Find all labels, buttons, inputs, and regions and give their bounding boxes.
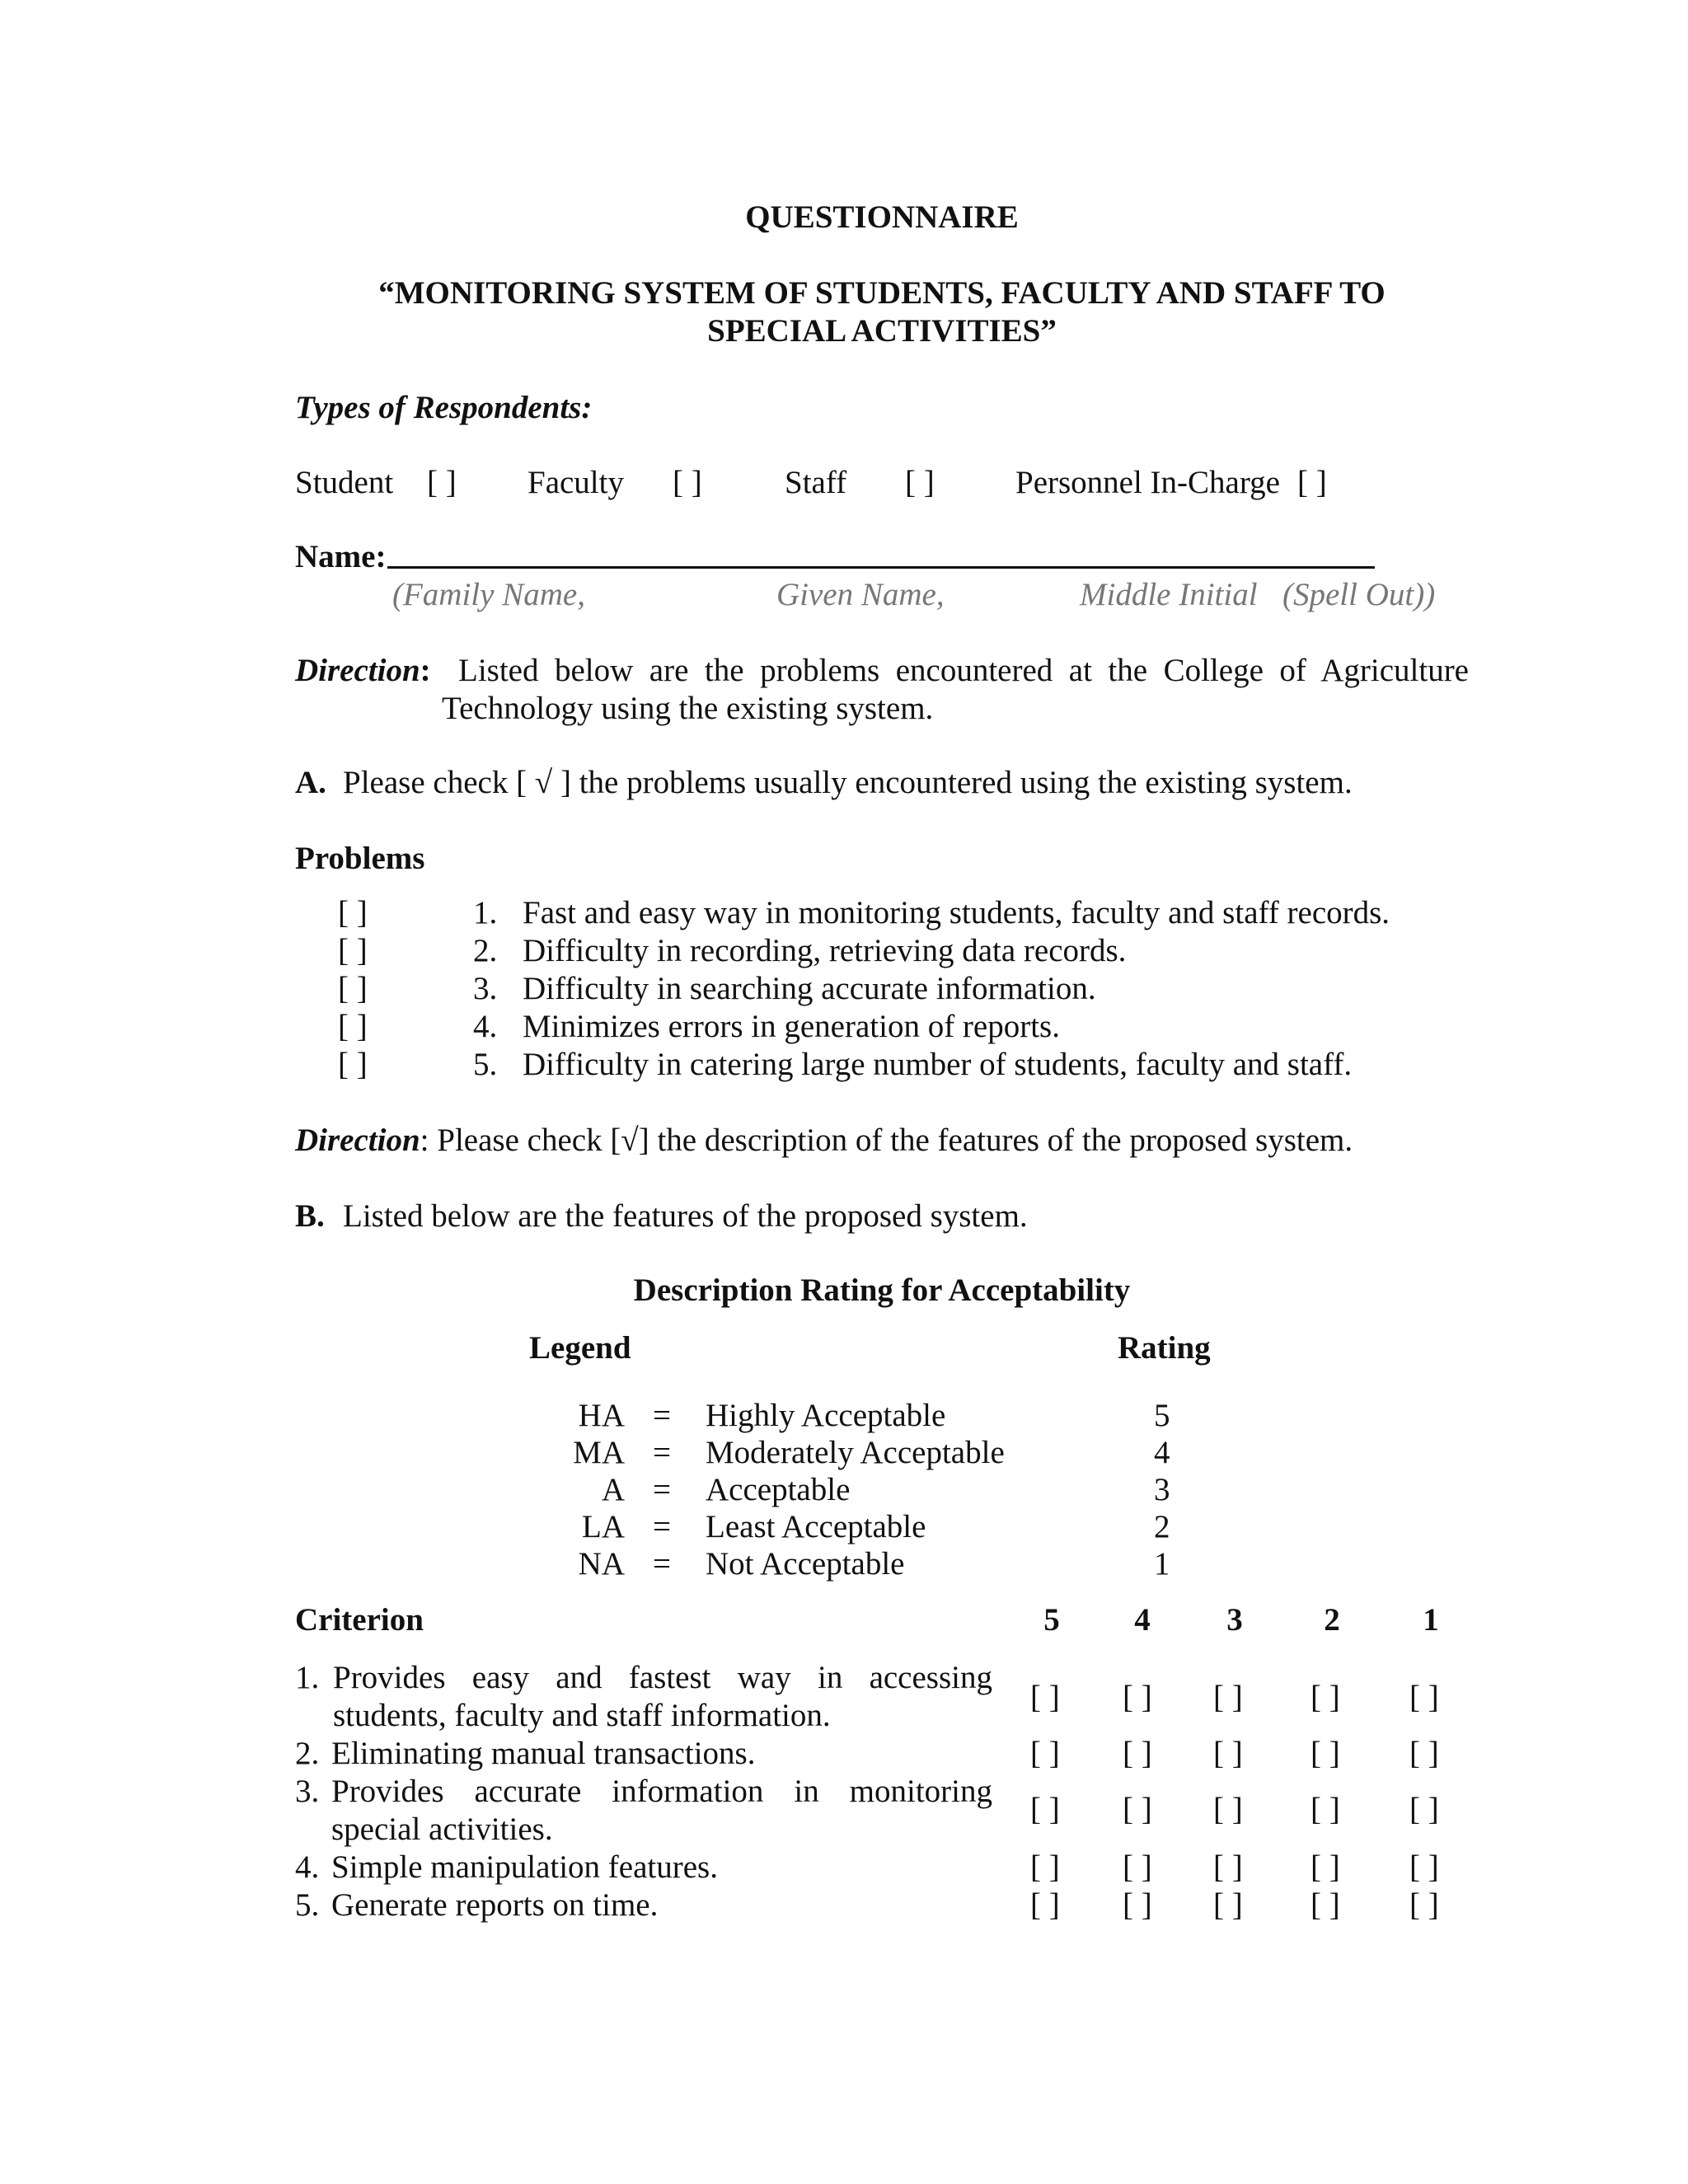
legend-description: Not Acceptable — [706, 1546, 905, 1582]
document-subtitle-line2: SPECIAL ACTIVITIES” — [707, 313, 1057, 349]
legend-rating: 3 — [1154, 1472, 1170, 1507]
problem-number: 1. — [473, 895, 498, 930]
direction1-label-wrap — [295, 654, 431, 687]
section-a-text: Please check [ √ ] the problems usually encountered using the existing system. — [343, 765, 1353, 800]
direction1-line2: Technology using the existing system. — [442, 691, 934, 726]
criterion-text-line1: Provides easy and fastest way in accessing — [333, 1660, 992, 1695]
legend-abbr: HA — [578, 1398, 625, 1433]
rating-checkbox-2[interactable]: [ ] — [1311, 1887, 1340, 1923]
rating-checkbox-1[interactable]: [ ] — [1409, 1792, 1439, 1827]
legend-equals: = — [653, 1435, 671, 1470]
rating-checkbox-3[interactable]: [ ] — [1213, 1736, 1243, 1771]
section-a-letter: A. — [295, 765, 326, 800]
legend-description: Least Acceptable — [706, 1509, 926, 1544]
rating-checkbox-5[interactable]: [ ] — [1030, 1792, 1060, 1827]
rating-checkbox-1[interactable]: [ ] — [1409, 1680, 1439, 1715]
rating-checkbox-1[interactable]: [ ] — [1409, 1736, 1439, 1771]
legend-equals: = — [653, 1398, 671, 1433]
problem-number: 3. — [473, 971, 498, 1006]
legend-equals: = — [653, 1472, 671, 1507]
name-hint-family: (Family Name, — [392, 577, 585, 612]
legend-heading: Legend — [529, 1330, 631, 1366]
legend-abbr: LA — [582, 1509, 625, 1544]
scale-header-1: 1 — [1423, 1602, 1439, 1638]
criterion-text-line1: Eliminating manual transactions. — [331, 1736, 756, 1771]
direction1-colon: : — [420, 653, 431, 688]
page-title: QUESTIONNAIRE — [745, 199, 1019, 235]
legend-abbr: MA — [573, 1435, 625, 1470]
legend-rating: 2 — [1154, 1509, 1170, 1544]
name-hint-spell: (Spell Out)) — [1282, 577, 1436, 612]
legend-description: Acceptable — [706, 1472, 851, 1507]
rating-checkbox-1[interactable]: [ ] — [1409, 1849, 1439, 1885]
name-label: Name: — [295, 539, 387, 574]
criterion-text-line1: Provides accurate information in monitoring — [331, 1774, 992, 1809]
problem-text: Minimizes errors in generation of reports. — [523, 1009, 1060, 1044]
direction1-label: Direction — [295, 653, 420, 688]
legend-equals: = — [653, 1509, 671, 1544]
rating-checkbox-5[interactable]: [ ] — [1030, 1887, 1060, 1923]
criterion-text-line2: students, faculty and staff information. — [333, 1698, 831, 1733]
criterion-heading: Criterion — [295, 1602, 424, 1638]
name-hint-given: Given Name, — [776, 577, 945, 612]
respondents-heading: Types of Respondents: — [295, 390, 593, 425]
name-input-line[interactable] — [387, 566, 1375, 569]
rating-checkbox-3[interactable]: [ ] — [1213, 1680, 1243, 1715]
scale-header-3: 3 — [1226, 1602, 1243, 1638]
rating-checkbox-2[interactable]: [ ] — [1311, 1792, 1340, 1827]
problem-checkbox[interactable]: [ ] — [338, 1009, 368, 1044]
rating-checkbox-5[interactable]: [ ] — [1030, 1736, 1060, 1771]
rating-checkbox-3[interactable]: [ ] — [1213, 1887, 1243, 1923]
rating-checkbox-4[interactable]: [ ] — [1123, 1680, 1152, 1715]
scale-header-5: 5 — [1043, 1602, 1060, 1638]
problem-text: Difficulty in catering large number of students, faculty and staff. — [523, 1047, 1353, 1082]
direction2-text: : Please check [√] the description of the features of the proposed system. — [420, 1122, 1353, 1158]
problem-text: Difficulty in searching accurate information. — [523, 971, 1096, 1006]
rating-checkbox-5[interactable]: [ ] — [1030, 1849, 1060, 1885]
respondent-staff-label: Staff — [785, 465, 847, 500]
legend-rating: 1 — [1154, 1546, 1170, 1582]
legend-description: Moderately Acceptable — [706, 1435, 1005, 1470]
rating-checkbox-2[interactable]: [ ] — [1311, 1849, 1340, 1885]
criterion-text-line1: Simple manipulation features. — [331, 1849, 718, 1885]
rating-title: Description Rating for Acceptability — [633, 1272, 1131, 1308]
problem-checkbox[interactable]: [ ] — [338, 971, 368, 1006]
rating-checkbox-4[interactable]: [ ] — [1123, 1792, 1152, 1827]
legend-rating: 4 — [1154, 1435, 1170, 1470]
scale-header-2: 2 — [1324, 1602, 1340, 1638]
respondent-faculty-checkbox[interactable]: [ ] — [673, 465, 702, 500]
problem-number: 2. — [473, 933, 498, 968]
problem-checkbox[interactable]: [ ] — [338, 1047, 368, 1082]
rating-heading: Rating — [1118, 1330, 1211, 1366]
direction2 — [295, 1124, 1353, 1156]
section-b-text: Listed below are the features of the proposed system. — [343, 1198, 1028, 1234]
respondent-faculty-label: Faculty — [528, 465, 624, 500]
criterion-number: 2. — [295, 1736, 320, 1771]
problem-checkbox[interactable]: [ ] — [338, 933, 368, 968]
scale-header-4: 4 — [1134, 1602, 1151, 1638]
problem-text: Fast and easy way in monitoring students, faculty and staff records. — [523, 895, 1390, 930]
respondent-personnel-checkbox[interactable]: [ ] — [1297, 465, 1327, 500]
respondent-personnel-label: Personnel In-Charge — [1015, 465, 1280, 500]
respondent-student-label: Student — [295, 465, 394, 500]
section-b-letter: B. — [295, 1198, 325, 1234]
problem-number: 5. — [473, 1047, 498, 1082]
rating-checkbox-4[interactable]: [ ] — [1123, 1849, 1152, 1885]
document-subtitle-line1: “MONITORING SYSTEM OF STUDENTS, FACULTY AND STAFF TO — [378, 275, 1386, 311]
problems-heading: Problems — [295, 841, 425, 876]
direction2-label: Direction — [295, 1122, 420, 1158]
legend-abbr: A — [601, 1472, 625, 1507]
criterion-text-line1: Generate reports on time. — [331, 1887, 659, 1923]
criterion-number: 1. — [295, 1660, 320, 1695]
legend-abbr: NA — [578, 1546, 625, 1582]
legend-equals: = — [653, 1546, 671, 1582]
respondent-staff-checkbox[interactable]: [ ] — [905, 465, 935, 500]
rating-checkbox-4[interactable]: [ ] — [1123, 1887, 1152, 1923]
legend-rating: 5 — [1154, 1398, 1170, 1433]
legend-description: Highly Acceptable — [706, 1398, 946, 1433]
respondent-student-checkbox[interactable]: [ ] — [427, 465, 457, 500]
rating-checkbox-2[interactable]: [ ] — [1311, 1680, 1340, 1715]
rating-checkbox-2[interactable]: [ ] — [1311, 1736, 1340, 1771]
criterion-number: 5. — [295, 1887, 320, 1923]
problem-number: 4. — [473, 1009, 498, 1044]
rating-checkbox-1[interactable]: [ ] — [1409, 1887, 1439, 1923]
criterion-number: 3. — [295, 1774, 320, 1809]
problem-checkbox[interactable]: [ ] — [338, 895, 368, 930]
rating-checkbox-4[interactable]: [ ] — [1123, 1736, 1152, 1771]
criterion-text-line2: special activities. — [331, 1811, 553, 1847]
name-hint-middle: Middle Initial — [1080, 577, 1258, 612]
problem-text: Difficulty in recording, retrieving data records. — [523, 933, 1127, 968]
direction1-line1: Listed below are the problems encountered at the College of Agriculture — [458, 653, 1469, 688]
rating-checkbox-5[interactable]: [ ] — [1030, 1680, 1060, 1715]
rating-checkbox-3[interactable]: [ ] — [1213, 1849, 1243, 1885]
rating-checkbox-3[interactable]: [ ] — [1213, 1792, 1243, 1827]
criterion-number: 4. — [295, 1849, 320, 1885]
